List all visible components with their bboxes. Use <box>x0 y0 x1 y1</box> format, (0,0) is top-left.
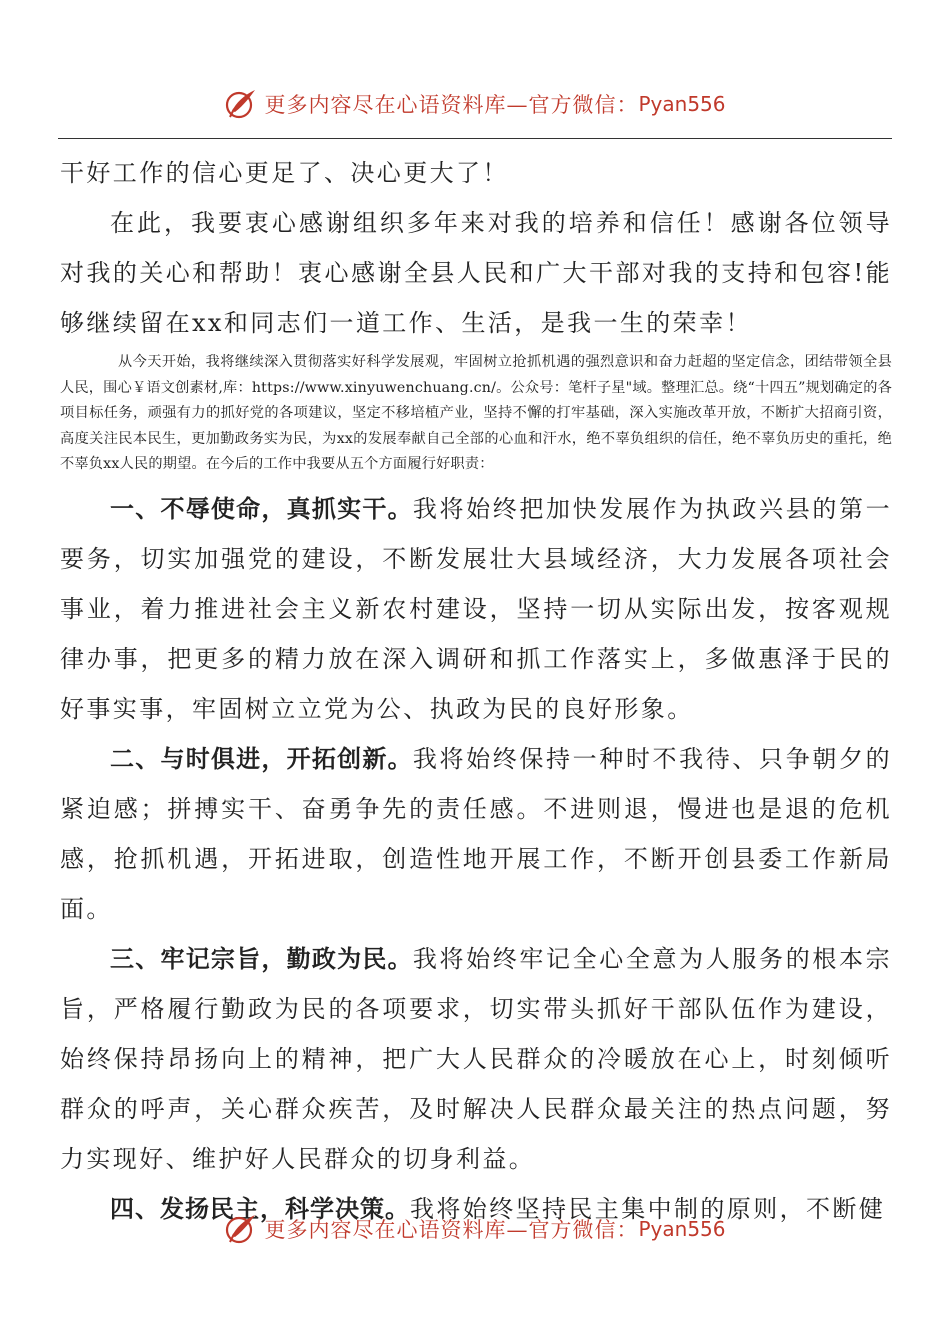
paragraph-2-small: 从今天开始，我将继续深入贯彻落实好科学发展观，牢固树立抢抓机遇的强烈意识和奋力赶超的坚定信念，团结带领全县人民，围心￥语文创素材,库：https://www.xinyuwenchuang.cn/。公众号：笔杆子星"域。整理汇总。绕“十四五”规划确定的各项目标任务，顽强有力的抓好党的各项建议，坚定不移培植产业，坚持不懈的打牢基础，深入实施改革开放，不断扩大招商引资，高度关注民本民生，更加勤政务实为民，为xx的发展奉献自己全部的心血和汗水，绝不辜负组织的信任，绝不辜负历史的重托，绝不辜负xx人民的期望。在今后的工作中我要从五个方面履行好职责： <box>60 354 892 472</box>
quill-logo-icon <box>224 1212 258 1246</box>
paragraph-5 <box>60 934 892 1184</box>
section-4-body: 我将始终坚持民主集中制的原则，不断健 <box>410 1194 886 1223</box>
section-1-title: 一、不辱使命，真抓实干。 <box>110 494 413 523</box>
section-2-title: 二、与时俱进，开拓创新。 <box>110 744 413 773</box>
paragraph-3 <box>60 484 892 734</box>
section-2-body: 我将始终保持一种时不我待、只争朝夕的紧迫感；拼搏实干、奋勇争先的责任感。不进则退，慢进也是退的危机感，抢抓机遇，开拓进取，创造性地开展工作，不断开创县委工作新局面。 <box>60 744 892 923</box>
section-4-title: 四、发扬民主，科学决策。 <box>110 1194 410 1223</box>
quill-logo-icon <box>224 87 258 121</box>
section-1-body: 我将始终把加快发展作为执政兴县的第一要务，切实加强党的建设，不断发展壮大县域经济，大力发展各项社会事业，着力推进社会主义新农村建设，坚持一切从实际出发，按客观规律办事，把更多的精力放在深入调研和抓工作落实上，多做惠泽于民的好事实事，牢固树立立党为公、执政为民的良好形象。 <box>60 494 892 723</box>
section-3-title: 三、牢记宗旨，勤政为民。 <box>110 944 413 973</box>
section-3-body: 我将始终牢记全心全意为人服务的根本宗旨，严格履行勤政为民的各项要求，切实带头抓好干部队伍作为建设，始终保持昂扬向上的精神，把广大人民群众的冷暖放在心上，时刻倾听群众的呼声，关心群众疾苦，及时解决人民群众最关注的热点问题，努力实现好、维护好人民群众的切身利益。 <box>60 944 892 1173</box>
document-body <box>60 148 892 1234</box>
paragraph-4 <box>60 734 892 934</box>
page-header <box>0 84 950 124</box>
paragraph-0: 干好工作的信心更足了、决心更大了！ <box>60 159 509 187</box>
footer-brand-text: 更多内容尽在心语资料库—官方微信： <box>264 1218 639 1242</box>
header-divider <box>58 138 892 139</box>
paragraph-1: 在此，我要衷心感谢组织多年来对我的培养和信任！感谢各位领导对我的关心和帮助！衷心感谢全县人民和广大干部对我的支持和包容!能够继续留在xx和同志们一道工作、生活，是我一生的荣幸！ <box>60 209 892 337</box>
header-brand-text: 更多内容尽在心语资料库—官方微信： <box>264 93 639 117</box>
page-footer <box>0 1209 950 1249</box>
header-wechat-id: Pyan556 <box>638 92 726 116</box>
footer-wechat-id: Pyan556 <box>638 1217 726 1241</box>
